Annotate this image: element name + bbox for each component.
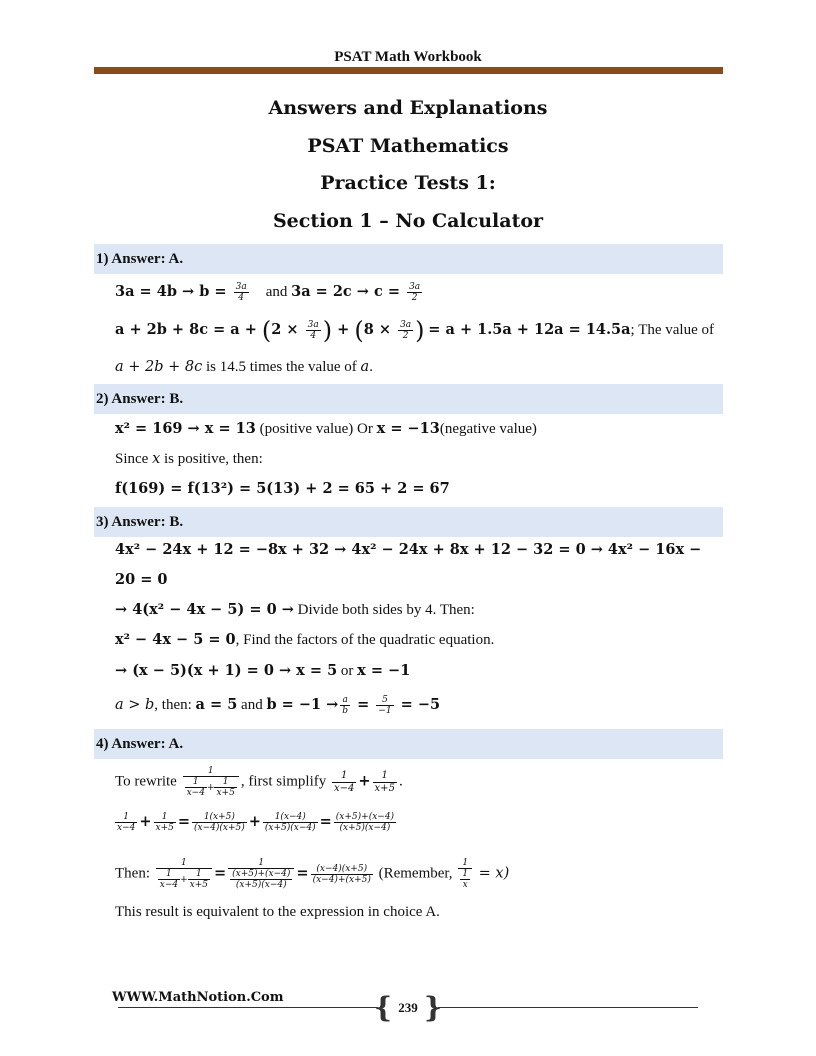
- compound-fraction: $\frac{1}{\frac{1}{x}}$: [458, 858, 472, 890]
- title-test: Practice Tests 1:: [320, 172, 496, 194]
- compound-fraction: $\frac{1}{\frac{(x+5)+(x-4)}{(x+5)(x-4)}}$: [228, 858, 294, 890]
- fraction: $\frac{3a}{4}$: [235, 282, 247, 304]
- answer-2-header: 2) Answer: B.: [94, 384, 723, 414]
- footer-rule-left: [118, 1007, 378, 1008]
- header-rule: [94, 67, 723, 74]
- answer-3-line-6: a > b, then: a = 5 and b = −1 → $\frac{a}{b}$ = $\frac{5}{-1}$ = −5: [115, 695, 441, 717]
- answer-1-tail: ; The value of: [630, 322, 714, 338]
- answer-3-header: 3) Answer: B.: [94, 507, 723, 537]
- header-title: PSAT Math Workbook: [334, 49, 482, 65]
- answer-1-header: 1) Answer: A.: [94, 244, 723, 274]
- footer-rule-right: [438, 1007, 698, 1008]
- answer-1-eq1: 3a = 4b → b =: [115, 283, 232, 300]
- left-brace: {: [374, 991, 393, 1024]
- answer-2-line-3: f(169) = f(13²) = 5(13) + 2 = 65 + 2 = 67: [115, 480, 450, 497]
- fraction: $\frac{3a}{4}$: [307, 320, 319, 342]
- footer-page-box: [370, 993, 446, 1023]
- answer-4-line-3: Then: 1 $\frac{1}{x-4}$ + $\frac{1}{x+5}$ = $\frac{1}{\frac{(x+5)+(x-4)}{(x+5)(x-4)}}$ = $\frac{(x-4)(x+5)}{(x-4)+(x+5)}$ (Remember, $\frac{1}{\frac{1}{x}}$ = x): [115, 858, 510, 890]
- answer-4-line-2: $\frac{1}{x-4}$ + $\frac{1}{x+5}$ = $\frac{1(x+5)}{(x-4)(x+5)}$ + $\frac{1(x-4)}{(x+5)(x-4)}$ = $\frac{(x+5)+(x-4)}{(x+5)(x-4)}$: [117, 812, 395, 834]
- answer-4-line-1: To rewrite 1 $\frac{1}{x-4}$ + $\frac{1}{x+5}$ , first simplify $\frac{1}{x-4}$ + $\frac{1}{x+5}$ .: [115, 766, 403, 798]
- title-subject: PSAT Mathematics: [307, 135, 509, 157]
- fraction: $\frac{1(x+5)}{(x-4)(x+5)}$: [194, 812, 245, 834]
- compound-fraction: 1 $\frac{1}{x-4}$ + $\frac{1}{x+5}$: [156, 858, 212, 890]
- answer-3-line-5: → (x − 5)(x + 1) = 0 → x = 5 or x = −1: [115, 662, 411, 679]
- answer-3-line-4: x² − 4x − 5 = 0, Find the factors of the quadratic equation.: [115, 631, 495, 648]
- answer-1-rhs: = a + 1.5a + 12a = 14.5a: [428, 321, 631, 338]
- title-section: Section 1 – No Calculator: [272, 210, 544, 232]
- fraction: $\frac{(x-4)(x+5)}{(x-4)+(x+5)}$: [312, 863, 371, 885]
- answer-1-line-3: a + 2b + 8c is 14.5 times the value of a.: [115, 359, 373, 375]
- answer-3-line-3: → 4(x² − 4x − 5) = 0 → Divide both sides by 4. Then:: [115, 601, 475, 618]
- fraction: $\frac{3a}{2}$: [409, 282, 421, 304]
- answer-1-lhs: a + 2b + 8c = a +: [115, 321, 262, 338]
- page-number: 239: [398, 1000, 418, 1015]
- fraction: $\frac{1}{x-4}$: [334, 769, 355, 794]
- fraction: $\frac{1(x-4)}{(x+5)(x-4)}$: [264, 812, 316, 834]
- fraction: $\frac{5}{-1}$: [378, 695, 392, 717]
- fraction: $\frac{a}{b}$: [342, 695, 349, 717]
- answer-3-line-2: 20 = 0: [115, 571, 168, 588]
- answer-4-line-4: This result is equivalent to the expression in choice A.: [115, 904, 440, 920]
- answer-1-eq2: 3a = 2c → c =: [291, 283, 406, 300]
- answer-2-line-1: x² = 169 → x = 13 (positive value) Or x = −13(negative value): [115, 420, 537, 437]
- fraction: $\frac{3a}{2}$: [400, 320, 412, 342]
- fraction: $\frac{(x+5)+(x-4)}{(x+5)(x-4)}$: [335, 812, 395, 834]
- footer-website: WWW.MathNotion.Com: [112, 990, 284, 1005]
- right-brace: }: [423, 991, 442, 1024]
- answer-4-header: 4) Answer: A.: [94, 729, 723, 759]
- answer-1-and: and: [265, 284, 288, 300]
- answer-3-line-1: 4x² − 24x + 12 = −8x + 32 → 4x² − 24x + 8x + 12 − 32 = 0 → 4x² − 16x −: [115, 541, 702, 558]
- fraction: $\frac{1}{x+5}$: [374, 769, 395, 794]
- fraction: $\frac{1}{x+5}$: [155, 812, 174, 834]
- fraction: $\frac{1}{x-4}$: [117, 812, 136, 834]
- answer-1-line-1: [115, 282, 723, 303]
- answer-1-line-2: a + 2b + 8c = a + (2 × $\frac{3a}{4}$ ) + (8 × $\frac{3a}{2}$ ) = a + 1.5a + 12a = 14.5a; The value of: [115, 316, 714, 345]
- title-answers: Answers and Explanations: [268, 97, 548, 119]
- compound-fraction: 1 $\frac{1}{x-4}$ + $\frac{1}{x+5}$: [183, 766, 239, 798]
- answer-2-line-2: Since x is positive, then:: [115, 451, 263, 467]
